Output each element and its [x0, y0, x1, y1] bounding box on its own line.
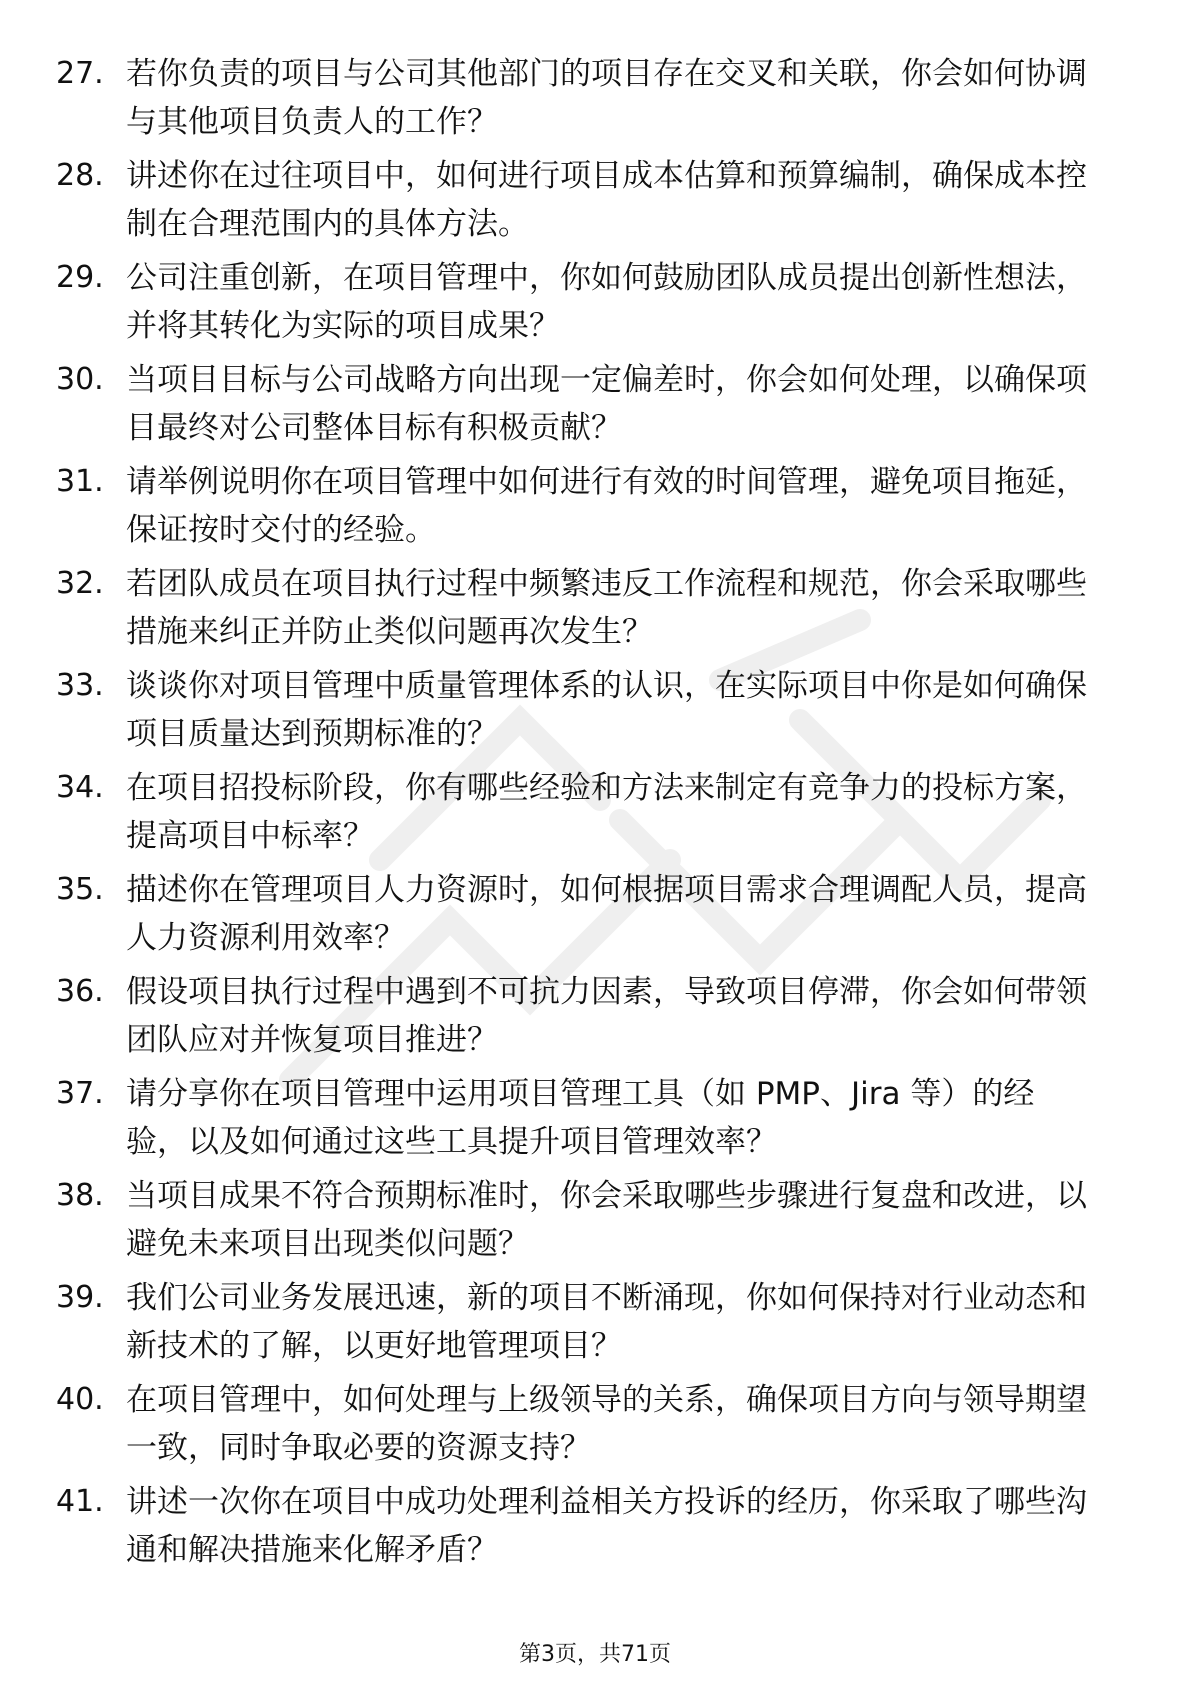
question-number: 36.	[56, 974, 104, 1009]
question-number: 37.	[56, 1076, 104, 1111]
question-text: 讲述一次你在项目中成功处理利益相关方投诉的经历，你采取了哪些沟通和解决措施来化解矛盾？	[126, 1484, 1087, 1568]
question-item	[0, 1070, 1190, 1172]
question-text: 公司注重创新，在项目管理中，你如何鼓励团队成员提出创新性想法，并将其转化为实际的项目成果？	[126, 260, 1087, 344]
question-text: 若你负责的项目与公司其他部门的项目存在交叉和关联，你会如何协调与其他项目负责人的工作？	[126, 56, 1087, 140]
question-item	[0, 968, 1190, 1070]
question-item	[0, 662, 1190, 764]
question-number: 39.	[56, 1280, 104, 1315]
question-number: 35.	[56, 872, 104, 907]
question-text: 我们公司业务发展迅速，新的项目不断涌现，你如何保持对行业动态和新技术的了解，以更好地管理项目？	[126, 1280, 1087, 1364]
question-item	[0, 866, 1190, 968]
question-number: 29.	[56, 260, 104, 295]
question-text: 当项目成果不符合预期标准时，你会采取哪些步骤进行复盘和改进，以避免未来项目出现类似问题？	[126, 1178, 1087, 1262]
question-item	[0, 764, 1190, 866]
question-item	[0, 560, 1190, 662]
question-text: 当项目目标与公司战略方向出现一定偏差时，你会如何处理，以确保项目最终对公司整体目标有积极贡献？	[126, 362, 1087, 446]
question-text: 在项目招投标阶段，你有哪些经验和方法来制定有竞争力的投标方案，提高项目中标率？	[126, 770, 1087, 854]
question-number: 31.	[56, 464, 104, 499]
question-number: 40.	[56, 1382, 104, 1417]
question-text: 假设项目执行过程中遇到不可抗力因素，导致项目停滞，你会如何带领团队应对并恢复项目推进？	[126, 974, 1087, 1058]
question-item	[0, 1172, 1190, 1274]
question-number: 32.	[56, 566, 104, 601]
question-number: 28.	[56, 158, 104, 193]
question-text: 描述你在管理项目人力资源时，如何根据项目需求合理调配人员，提高人力资源利用效率？	[126, 872, 1087, 956]
question-text: 谈谈你对项目管理中质量管理体系的认识，在实际项目中你是如何确保项目质量达到预期标准的？	[126, 668, 1087, 752]
question-item	[0, 1376, 1190, 1478]
question-item	[0, 254, 1190, 356]
question-item	[0, 356, 1190, 458]
question-text: 讲述你在过往项目中，如何进行项目成本估算和预算编制，确保成本控制在合理范围内的具体方法。	[126, 158, 1087, 242]
question-number: 27.	[56, 56, 104, 91]
question-list	[0, 50, 1190, 1580]
question-number: 30.	[56, 362, 104, 397]
question-item	[0, 458, 1190, 560]
question-number: 41.	[56, 1484, 104, 1519]
question-item	[0, 1274, 1190, 1376]
question-text: 若团队成员在项目执行过程中频繁违反工作流程和规范，你会采取哪些措施来纠正并防止类似问题再次发生？	[126, 566, 1087, 650]
question-number: 33.	[56, 668, 104, 703]
page-number-label: 第3页，共71页	[519, 1642, 671, 1667]
question-item	[0, 1478, 1190, 1580]
question-text: 在项目管理中，如何处理与上级领导的关系，确保项目方向与领导期望一致，同时争取必要的资源支持？	[126, 1382, 1087, 1466]
page-footer	[0, 1640, 1190, 1670]
question-text: 请分享你在项目管理中运用项目管理工具（如 PMP、Jira 等）的经验，以及如何通过这些工具提升项目管理效率？	[126, 1076, 1035, 1160]
question-item	[0, 152, 1190, 254]
question-item	[0, 50, 1190, 152]
question-number: 38.	[56, 1178, 104, 1213]
question-number: 34.	[56, 770, 104, 805]
question-text: 请举例说明你在项目管理中如何进行有效的时间管理，避免项目拖延，保证按时交付的经验。	[126, 464, 1087, 548]
